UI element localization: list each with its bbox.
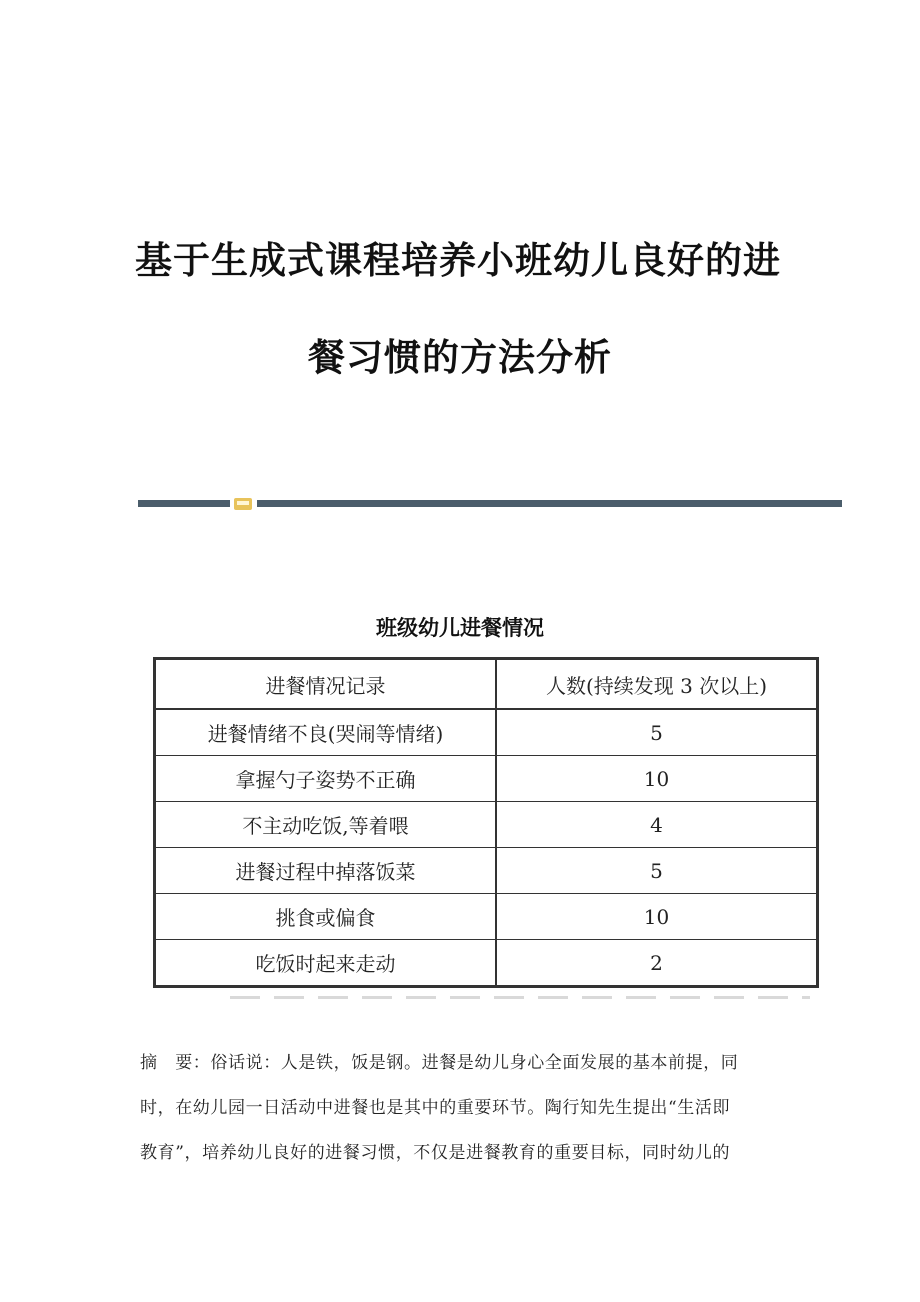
table-caption: 班级幼儿进餐情况 [376,616,544,640]
table-row [155,894,818,940]
abstract-line: 摘 要：俗话说：人是铁，饭是钢。进餐是幼儿身心全面发展的基本前提，同 [140,1053,739,1073]
column-header-record: 进餐情况记录 [155,659,497,710]
abstract-line: 时，在幼儿园一日活动中进餐也是其中的重要环节。陶行知先生提出“生活即 [140,1098,731,1118]
document-title-line-2: 餐习惯的方法分析 [308,336,612,379]
table-row [155,940,818,987]
table-row [155,756,818,802]
meal-situation-table [153,657,819,988]
row-record-cell: 不主动吃饭,等着喂 [155,802,497,848]
table-row [155,848,818,894]
row-record-cell: 拿握勺子姿势不正确 [155,756,497,802]
row-record-cell: 挑食或偏食 [155,894,497,940]
row-count-cell: 5 [496,709,818,756]
scan-artifact-line [230,996,810,999]
column-header-count: 人数(持续发现 3 次以上) [496,659,818,710]
row-count-cell: 10 [496,894,818,940]
divider-bar-left [138,500,230,507]
row-record-cell: 进餐过程中掉落饭菜 [155,848,497,894]
section-divider [138,498,842,508]
row-count-cell: 5 [496,848,818,894]
table-row [155,709,818,756]
row-count-cell: 2 [496,940,818,987]
row-record-cell: 进餐情绪不良(哭闹等情绪) [155,709,497,756]
envelope-ornament-icon [234,498,252,510]
abstract-paragraph [140,1041,780,1176]
table-row [155,802,818,848]
row-count-cell: 4 [496,802,818,848]
document-title-line-1: 基于生成式课程培养小班幼儿良好的进 [135,239,781,282]
row-record-cell: 吃饭时起来走动 [155,940,497,987]
table-header-row [155,659,818,710]
abstract-line: 教育”，培养幼儿良好的进餐习惯，不仅是进餐教育的重要目标，同时幼儿的 [140,1143,731,1163]
divider-bar-right [257,500,842,507]
row-count-cell: 10 [496,756,818,802]
